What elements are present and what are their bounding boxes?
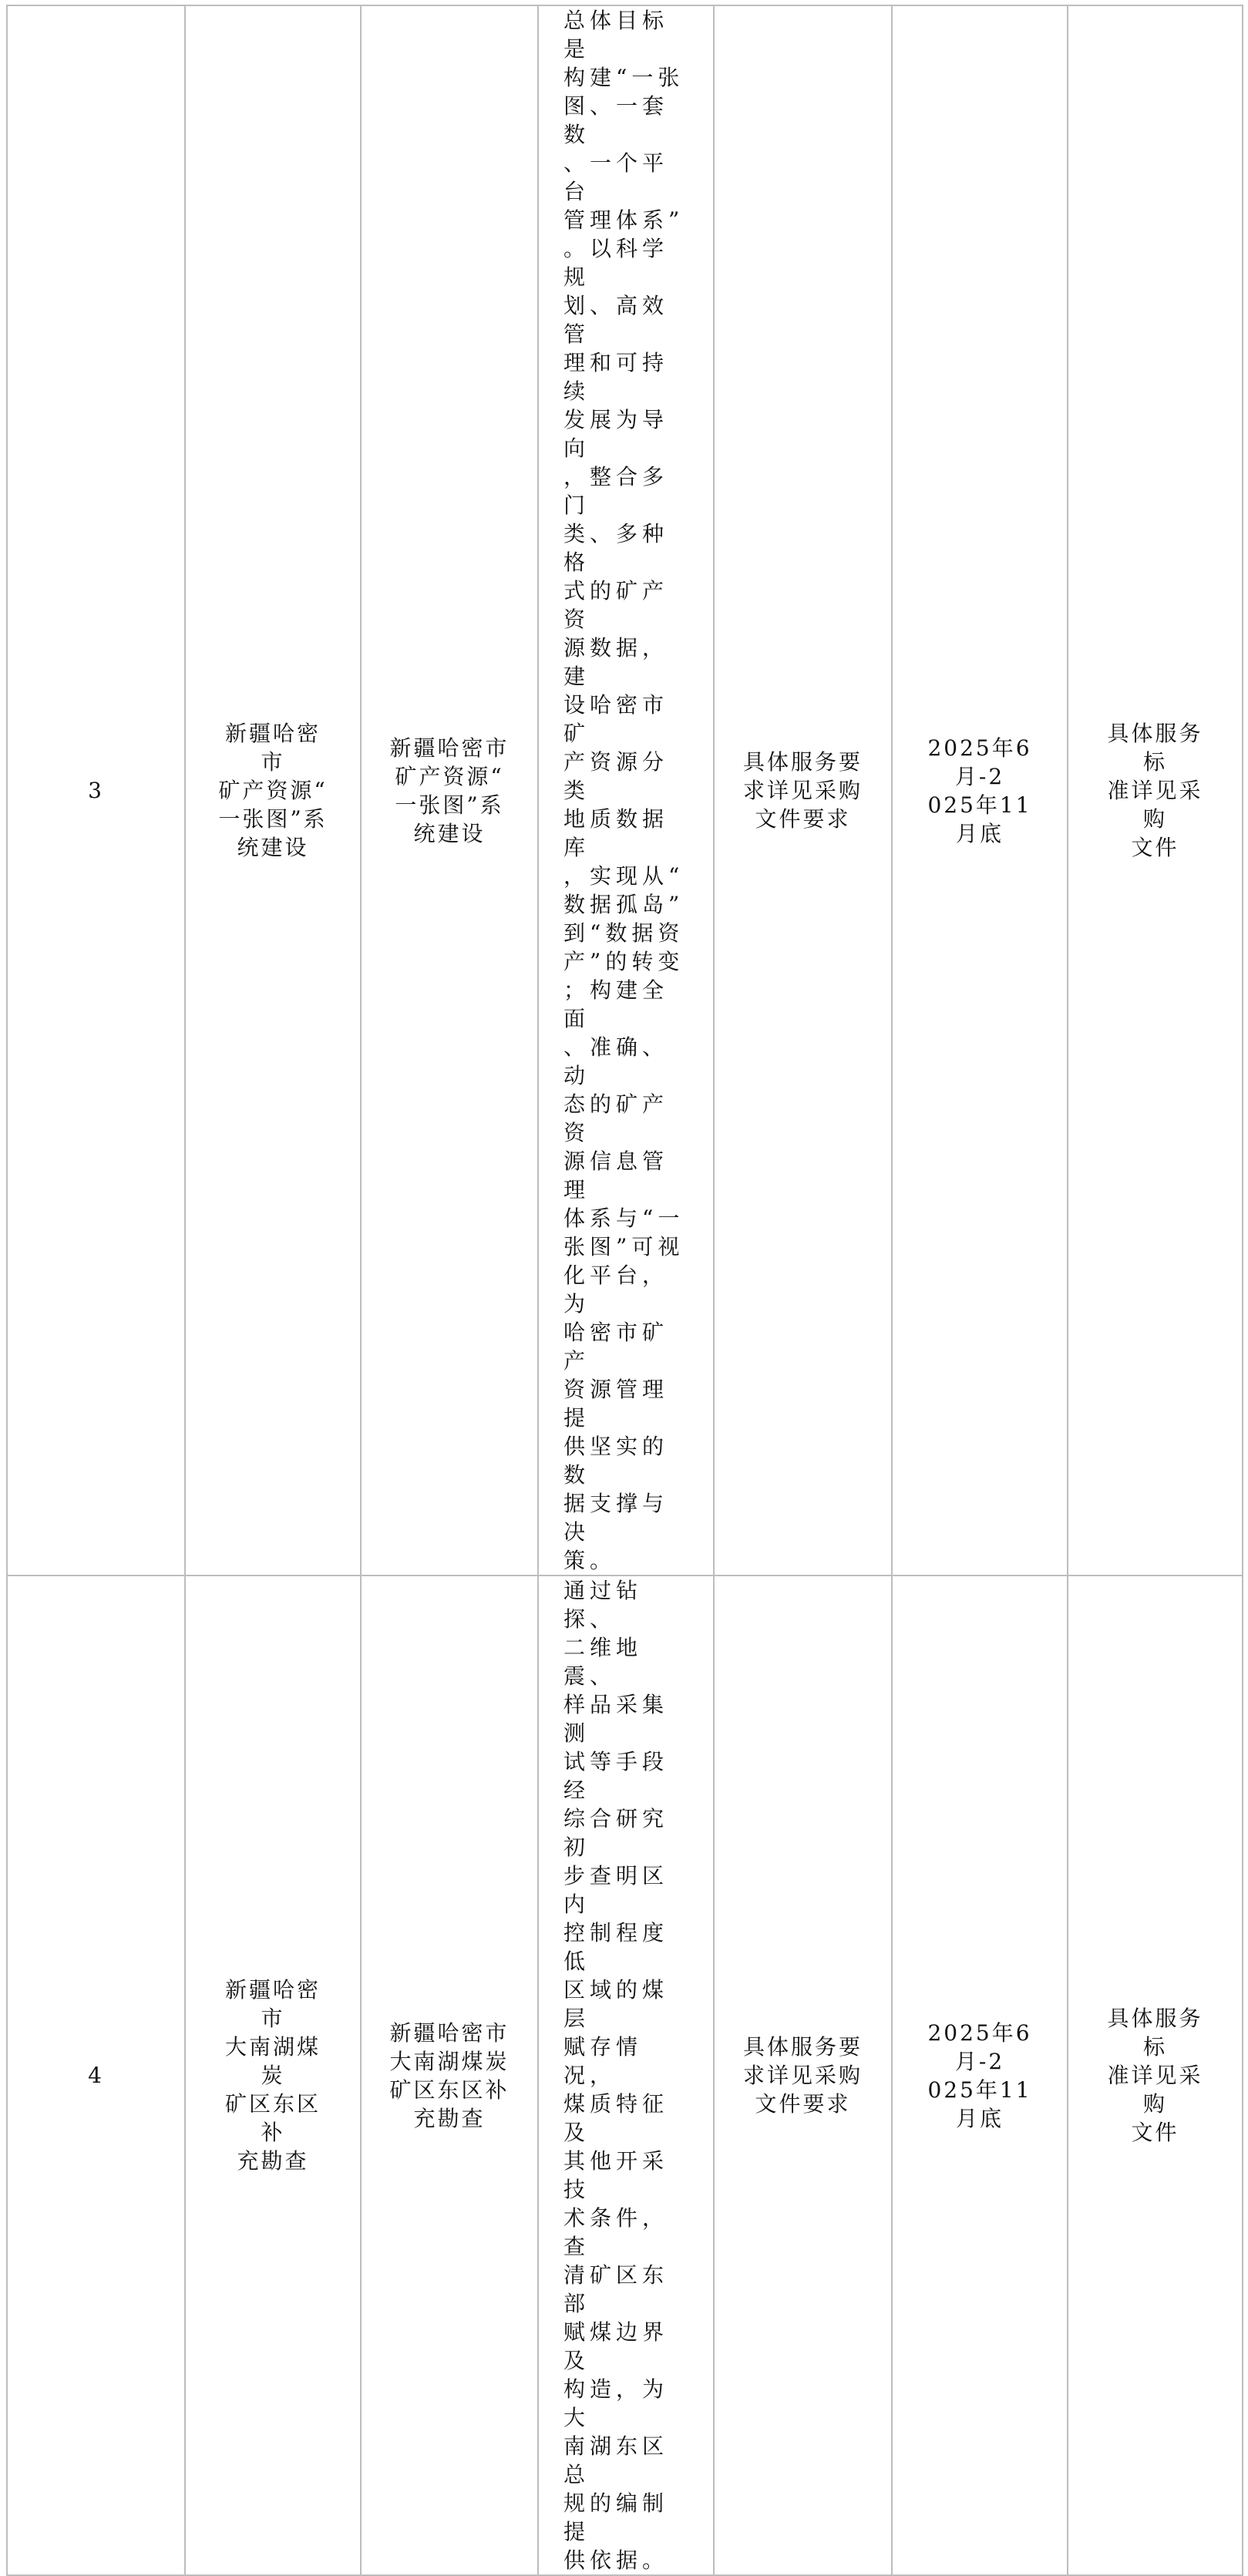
project-name: 新疆哈密市 矿产资源“ 一张图”系 统建设 <box>218 721 328 860</box>
row-number: 4 <box>88 2063 104 2088</box>
service-requirement-cell <box>714 1576 892 2575</box>
standard-cell <box>1068 5 1243 1576</box>
row-number: 3 <box>88 778 104 803</box>
service-period: 2025年6月-2 025年11月底 <box>927 735 1032 846</box>
standard-cell <box>1068 1576 1243 2575</box>
content-name-cell <box>361 5 538 1576</box>
service-requirement: 具体服务要 求详见采购 文件要求 <box>742 2034 863 2117</box>
content-name: 新疆哈密市 矿产资源“ 一张图”系 统建设 <box>389 735 510 846</box>
table-row <box>7 5 1243 1576</box>
service-standard: 具体服务标 准详见采购 文件 <box>1107 2006 1203 2145</box>
row-number-cell <box>7 5 185 1576</box>
project-table <box>6 5 1243 2576</box>
service-standard: 具体服务标 准详见采购 文件 <box>1107 721 1203 860</box>
period-cell <box>892 1576 1068 2575</box>
service-requirement: 具体服务要 求详见采购 文件要求 <box>742 749 863 832</box>
period-cell <box>892 5 1068 1576</box>
project-name: 新疆哈密市 大南湖煤炭 矿区东区补 充勘查 <box>224 1977 321 2174</box>
table-row <box>7 1576 1243 2575</box>
row-number-cell <box>7 1576 185 2575</box>
service-requirement-cell <box>714 5 892 1576</box>
description-cell <box>538 5 714 1576</box>
project-name-cell <box>185 5 361 1576</box>
content-name-cell <box>361 1576 538 2575</box>
project-name-cell <box>185 1576 361 2575</box>
project-description: 通过钻探、 二维地震、 样品采集测 试等手段经 综合研究初 步查明区内 控制程度低 区域的煤层 赋存情况， 煤质特征及 其他开采技 术条件，查 清矿区东部 赋煤边界及 构造，为大 南湖东区总 规的编制提 供依据。 <box>563 1578 669 2573</box>
procurement-table <box>6 5 1242 2576</box>
content-name: 新疆哈密市 大南湖煤炭 矿区东区补 充勘查 <box>389 2019 510 2131</box>
description-cell <box>538 1576 714 2575</box>
service-period: 2025年6月-2 025年11月底 <box>927 2019 1032 2131</box>
project-description: 总体目标是 构建“一张 图、一套数 、一个平台 管理体系” 。以科学规 划、高效管 理和可持续 发展为导向 ，整合多门 类、多种格 式的矿产资 源数据，建 设哈密市矿 产资源分类 地质数据库 ，实现从“ 数据孤岛” 到“数据资 产”的转变 ；构建全面 、准确、动 态的矿产资 源信息管理 体系与“一 张图”可视 化平台，为 哈密市矿产 资源管理提 供坚实的数 据支撑与决 策。 <box>563 8 685 1573</box>
